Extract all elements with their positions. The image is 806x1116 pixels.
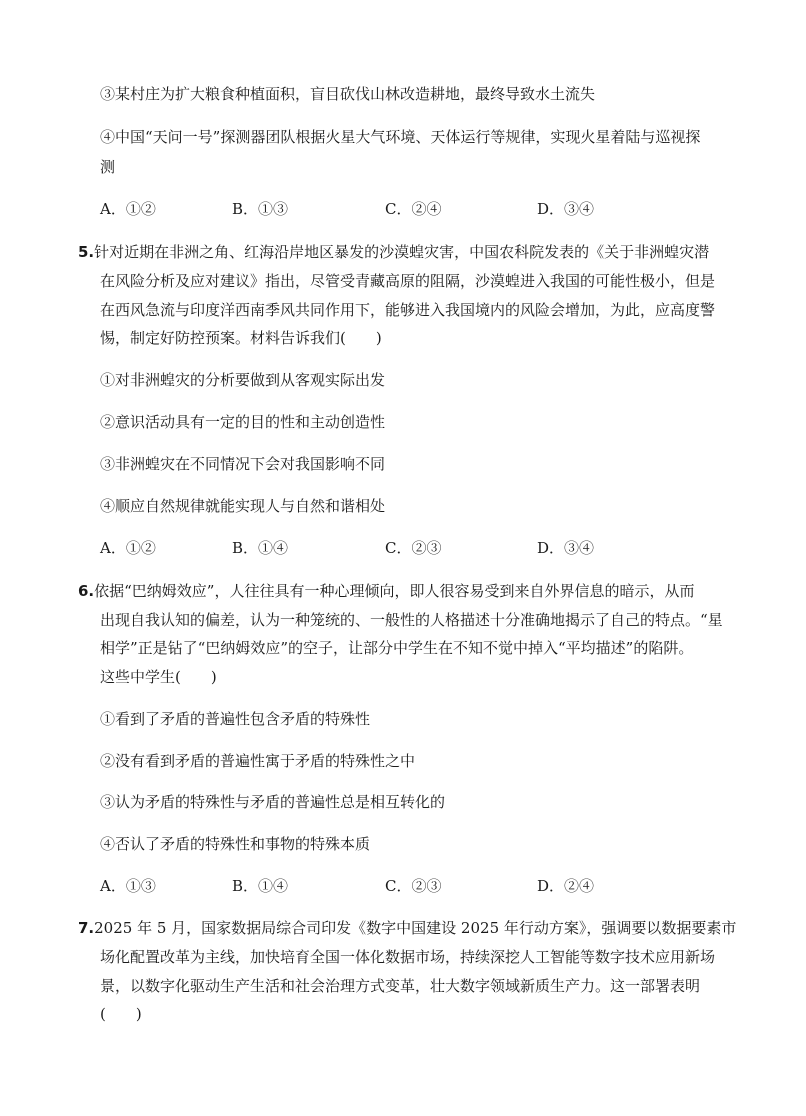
q5-item-3: ③非洲蝗灾在不同情况下会对我国影响不同 <box>100 455 386 473</box>
q6-item-2: ②没有看到矛盾的普遍性寓于矛盾的特殊性之中 <box>100 752 416 770</box>
q6-stem-line-2: 出现自我认知的偏差，认为一种笼统的、一般性的人格描述十分准确地揭示了自己的特点。“星 <box>100 611 723 629</box>
q6-option-a[interactable]: A．①③ <box>100 877 156 895</box>
q4-item-3: ③某村庄为扩大粮食种植面积，盲目砍伐山林改造耕地，最终导致水土流失 <box>100 85 596 103</box>
q5-stem-line-4: 惕，制定好防控预案。材料告诉我们( ) <box>100 329 382 347</box>
q5-item-4: ④顺应自然规律就能实现人与自然和谐相处 <box>100 497 386 515</box>
q5-stem-line-1 <box>78 242 709 262</box>
q5-option-a[interactable]: A．①② <box>100 539 156 557</box>
q6-stem-line-4: 这些中学生( ) <box>100 668 217 686</box>
q5-number: 5. <box>78 243 95 261</box>
q6-text: 依据“巴纳姆效应”，人往往具有一种心理倾向，即人很容易受到来自外界信息的暗示，从而 <box>94 582 695 600</box>
q4-option-c[interactable]: C．②④ <box>385 200 442 218</box>
q4-option-a[interactable]: A．①② <box>100 200 156 218</box>
q5-option-c[interactable]: C．②③ <box>385 539 442 557</box>
q7-stem-line-3: 景，以数字化驱动生产生活和社会治理方式变革，壮大数字领域新质生产力。这一部署表明 <box>100 977 701 995</box>
q6-option-b[interactable]: B．①④ <box>232 877 289 895</box>
q4-option-b[interactable]: B．①③ <box>232 200 289 218</box>
q5-stem-line-2: 在风险分析及应对建议》指出，尽管受青藏高原的阻隔，沙漠蝗进入我国的可能性极小，但是 <box>100 272 716 290</box>
q7-text: 2025 年 5 月，国家数据局综合司印发《数字中国建设 2025 年行动方案》，强调要以数据要素市 <box>94 919 737 937</box>
q6-stem-line-3: 相学”正是钻了“巴纳姆效应”的空子，让部分中学生在不知不觉中掉入“平均描述”的陷阱。 <box>100 639 694 657</box>
q5-item-2: ②意识活动具有一定的目的性和主动创造性 <box>100 413 386 431</box>
q7-number: 7. <box>78 919 95 937</box>
q6-item-4: ④否认了矛盾的特殊性和事物的特殊本质 <box>100 835 371 853</box>
q7-stem-line-4: ( ) <box>100 1005 142 1023</box>
q6-option-d[interactable]: D．②④ <box>537 877 595 895</box>
q6-number: 6. <box>78 582 95 600</box>
q5-text: 针对近期在非洲之角、红海沿岸地区暴发的沙漠蝗灾害，中国农科院发表的《关于非洲蝗灾潜 <box>94 243 710 261</box>
q4-item-4: ④中国“天问一号”探测器团队根据火星大气环境、天体运行等规律，实现火星着陆与巡视探 <box>100 128 701 146</box>
q6-item-3: ③认为矛盾的特殊性与矛盾的普遍性总是相互转化的 <box>100 793 446 811</box>
q5-option-b[interactable]: B．①④ <box>232 539 289 557</box>
q6-option-c[interactable]: C．②③ <box>385 877 442 895</box>
q7-stem-line-1 <box>78 918 736 938</box>
q5-stem-line-3: 在西风急流与印度洋西南季风共同作用下，能够进入我国境内的风险会增加，为此，应高度警 <box>100 301 716 319</box>
q6-stem-line-1 <box>78 581 694 601</box>
q4-item-4-cont: 测 <box>100 158 116 176</box>
q6-item-1: ①看到了矛盾的普遍性包含矛盾的特殊性 <box>100 710 371 728</box>
q4-option-d[interactable]: D．③④ <box>537 200 595 218</box>
q5-item-1: ①对非洲蝗灾的分析要做到从客观实际出发 <box>100 371 386 389</box>
q7-stem-line-2: 场化配置改革为主线，加快培育全国一体化数据市场，持续深挖人工智能等数字技术应用新场 <box>100 948 716 966</box>
q5-option-d[interactable]: D．③④ <box>537 539 595 557</box>
